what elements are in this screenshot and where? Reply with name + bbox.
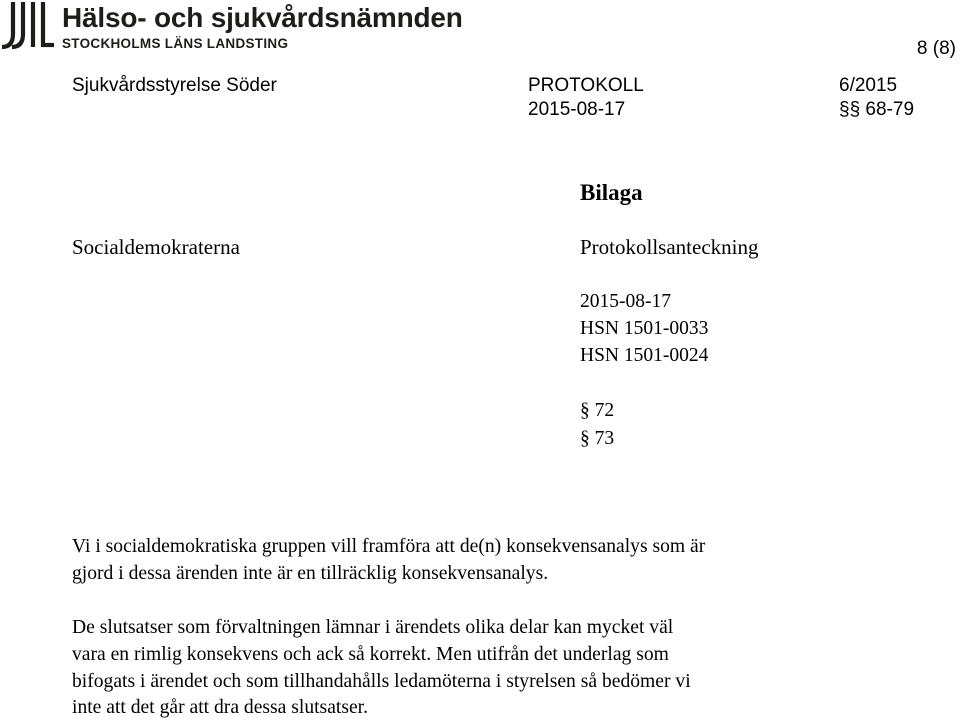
note-type: Protokollsanteckning bbox=[580, 235, 759, 259]
page-number: 8 (8) bbox=[916, 38, 956, 59]
paragraph-line: inte att det går att dra dessa slutsatser. bbox=[72, 697, 368, 718]
document-date: 2015-08-17 bbox=[528, 99, 626, 120]
landsting-logo-icon bbox=[0, 0, 56, 50]
paragraph-range: §§ 68-79 bbox=[839, 99, 915, 120]
paragraph-line: De slutsatser som förvaltningen lämnar i ärendets olika delar kan mycket väl bbox=[72, 617, 674, 638]
logo-subtitle: STOCKHOLMS LÄNS LANDSTING bbox=[62, 36, 289, 51]
paragraph-line: bifogats i ärendet och som tillhandahålls ledamöterna i styrelsen så bedömer vi bbox=[72, 671, 691, 692]
case-number: HSN 1501-0033 bbox=[580, 318, 709, 339]
paragraph-line: gjord i dessa ärenden inte är en tillräcklig konsekvensanalys. bbox=[72, 563, 549, 584]
organization-name: Sjukvårdsstyrelse Söder bbox=[72, 75, 277, 96]
case-number: HSN 1501-0024 bbox=[580, 345, 709, 366]
party-name: Socialdemokraterna bbox=[72, 235, 240, 259]
paragraph-line: Vi i socialdemokratiska gruppen vill framföra att de(n) konsekvensanalys som är bbox=[72, 536, 706, 557]
section-reference: § 73 bbox=[580, 428, 615, 449]
section-reference: § 72 bbox=[580, 400, 615, 421]
logo-title: Hälso- och sjukvårdsnämnden bbox=[62, 2, 463, 33]
document-type: PROTOKOLL bbox=[528, 75, 644, 96]
document-number: 6/2015 bbox=[839, 75, 898, 96]
attachment-heading: Bilaga bbox=[580, 180, 643, 205]
attachment-date: 2015-08-17 bbox=[580, 291, 671, 312]
paragraph-line: vara en rimlig konsekvens och ack så korrekt. Men utifrån det underlag som bbox=[72, 644, 669, 665]
